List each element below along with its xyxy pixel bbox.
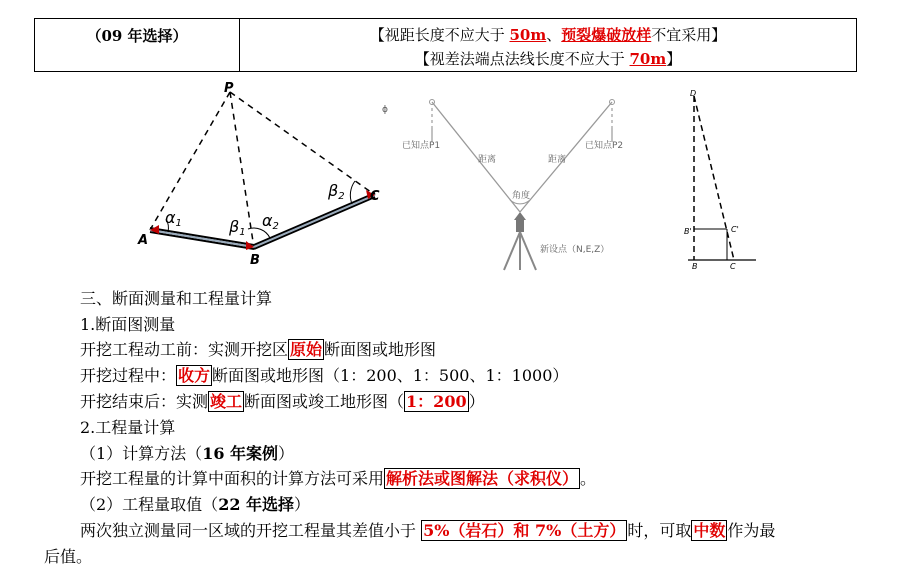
label-alpha2: α2 [262, 211, 279, 232]
header-table [34, 18, 857, 72]
answer-box-original: 原始 [290, 340, 323, 359]
label-c-prime: C' [731, 225, 739, 234]
calc-method-paragraph: 开挖工程量的计算中面积的计算方法可采用 解析法或图解法（求积仪） 。 [80, 469, 597, 488]
line-pa [150, 92, 230, 230]
answer-box-progress: 收方 [178, 366, 211, 385]
label-p: P [224, 81, 234, 96]
label-p2: 已知点P2 [585, 141, 624, 151]
label-a: A [138, 233, 149, 248]
paragraph-completion: 开挖结束后：实测 竣工 断面图或竣工地形图（ 1：200 ） [80, 392, 485, 411]
label-c: C [730, 262, 736, 271]
svg-text:ɸ: ɸ [382, 105, 388, 115]
line-pc [230, 92, 375, 195]
subheading-2: 2.工程量计算 [80, 418, 176, 437]
table-right-cell [240, 19, 856, 71]
label-b: B [692, 262, 698, 271]
label-dist-right: 距离 [548, 155, 567, 165]
paragraph-original: 开挖工程动工前：实测开挖区 原始 断面图或地形图 [80, 340, 437, 359]
label-d: D [690, 89, 697, 98]
table-line-2: 【视差法端点法线长度不应大于 70m】 [414, 50, 682, 68]
label-c: C [370, 189, 380, 204]
section-title: 三、断面测量和工程量计算 [80, 289, 273, 308]
parallax-figure [680, 86, 770, 272]
answer-box-scale: 1：200 [406, 392, 467, 411]
resection-figure [380, 80, 650, 276]
paragraph-progress: 开挖过程中： 收方 断面图或地形图（1：200、1：500、1：1000） [80, 366, 569, 385]
label-new-point: 新设点（N,E,Z） [540, 245, 610, 255]
label-dist-left: 距离 [478, 155, 497, 165]
table-left-cell: （09 年选择） [35, 19, 240, 71]
stadia-limit: 50m [509, 26, 547, 44]
instrument-icon [514, 212, 526, 220]
label-b: B [250, 253, 260, 268]
subheading-1: 1.断面图测量 [80, 315, 176, 334]
label-p1: 已知点P1 [402, 141, 441, 151]
answer-box-median: 中数 [693, 521, 726, 540]
label-b-prime: B' [684, 227, 692, 236]
value-title: （2）工程量取值（22 年选择） [80, 495, 311, 514]
answer-box-threshold: 5%（岩石）和 7%（土方） [423, 521, 626, 540]
label-alpha1: α1 [165, 208, 182, 229]
presplit-blasting: 预裂爆破放样 [561, 26, 652, 44]
answer-box-method: 解析法或图解法（求积仪） [386, 469, 579, 488]
label-beta2: β2 [328, 181, 345, 202]
table-line-1: 【视距长度不应大于 50m、预裂爆破放样不宜采用】 [369, 26, 727, 44]
triangle-figure [130, 78, 390, 268]
parallax-limit: 70m [629, 50, 667, 68]
answer-box-completion: 竣工 [210, 392, 243, 411]
value-paragraph: 两次独立测量同一区域的开挖工程量其差值小于 5%（岩石）和 7%（土方） 时，可取 中数 作为最 [80, 521, 776, 540]
label-beta1: β1 [229, 217, 246, 238]
calc-method-title: （1）计算方法（16 年案例） [80, 444, 295, 463]
label-angle: 角度 [512, 191, 531, 201]
value-paragraph-end: 后值。 [44, 547, 93, 566]
